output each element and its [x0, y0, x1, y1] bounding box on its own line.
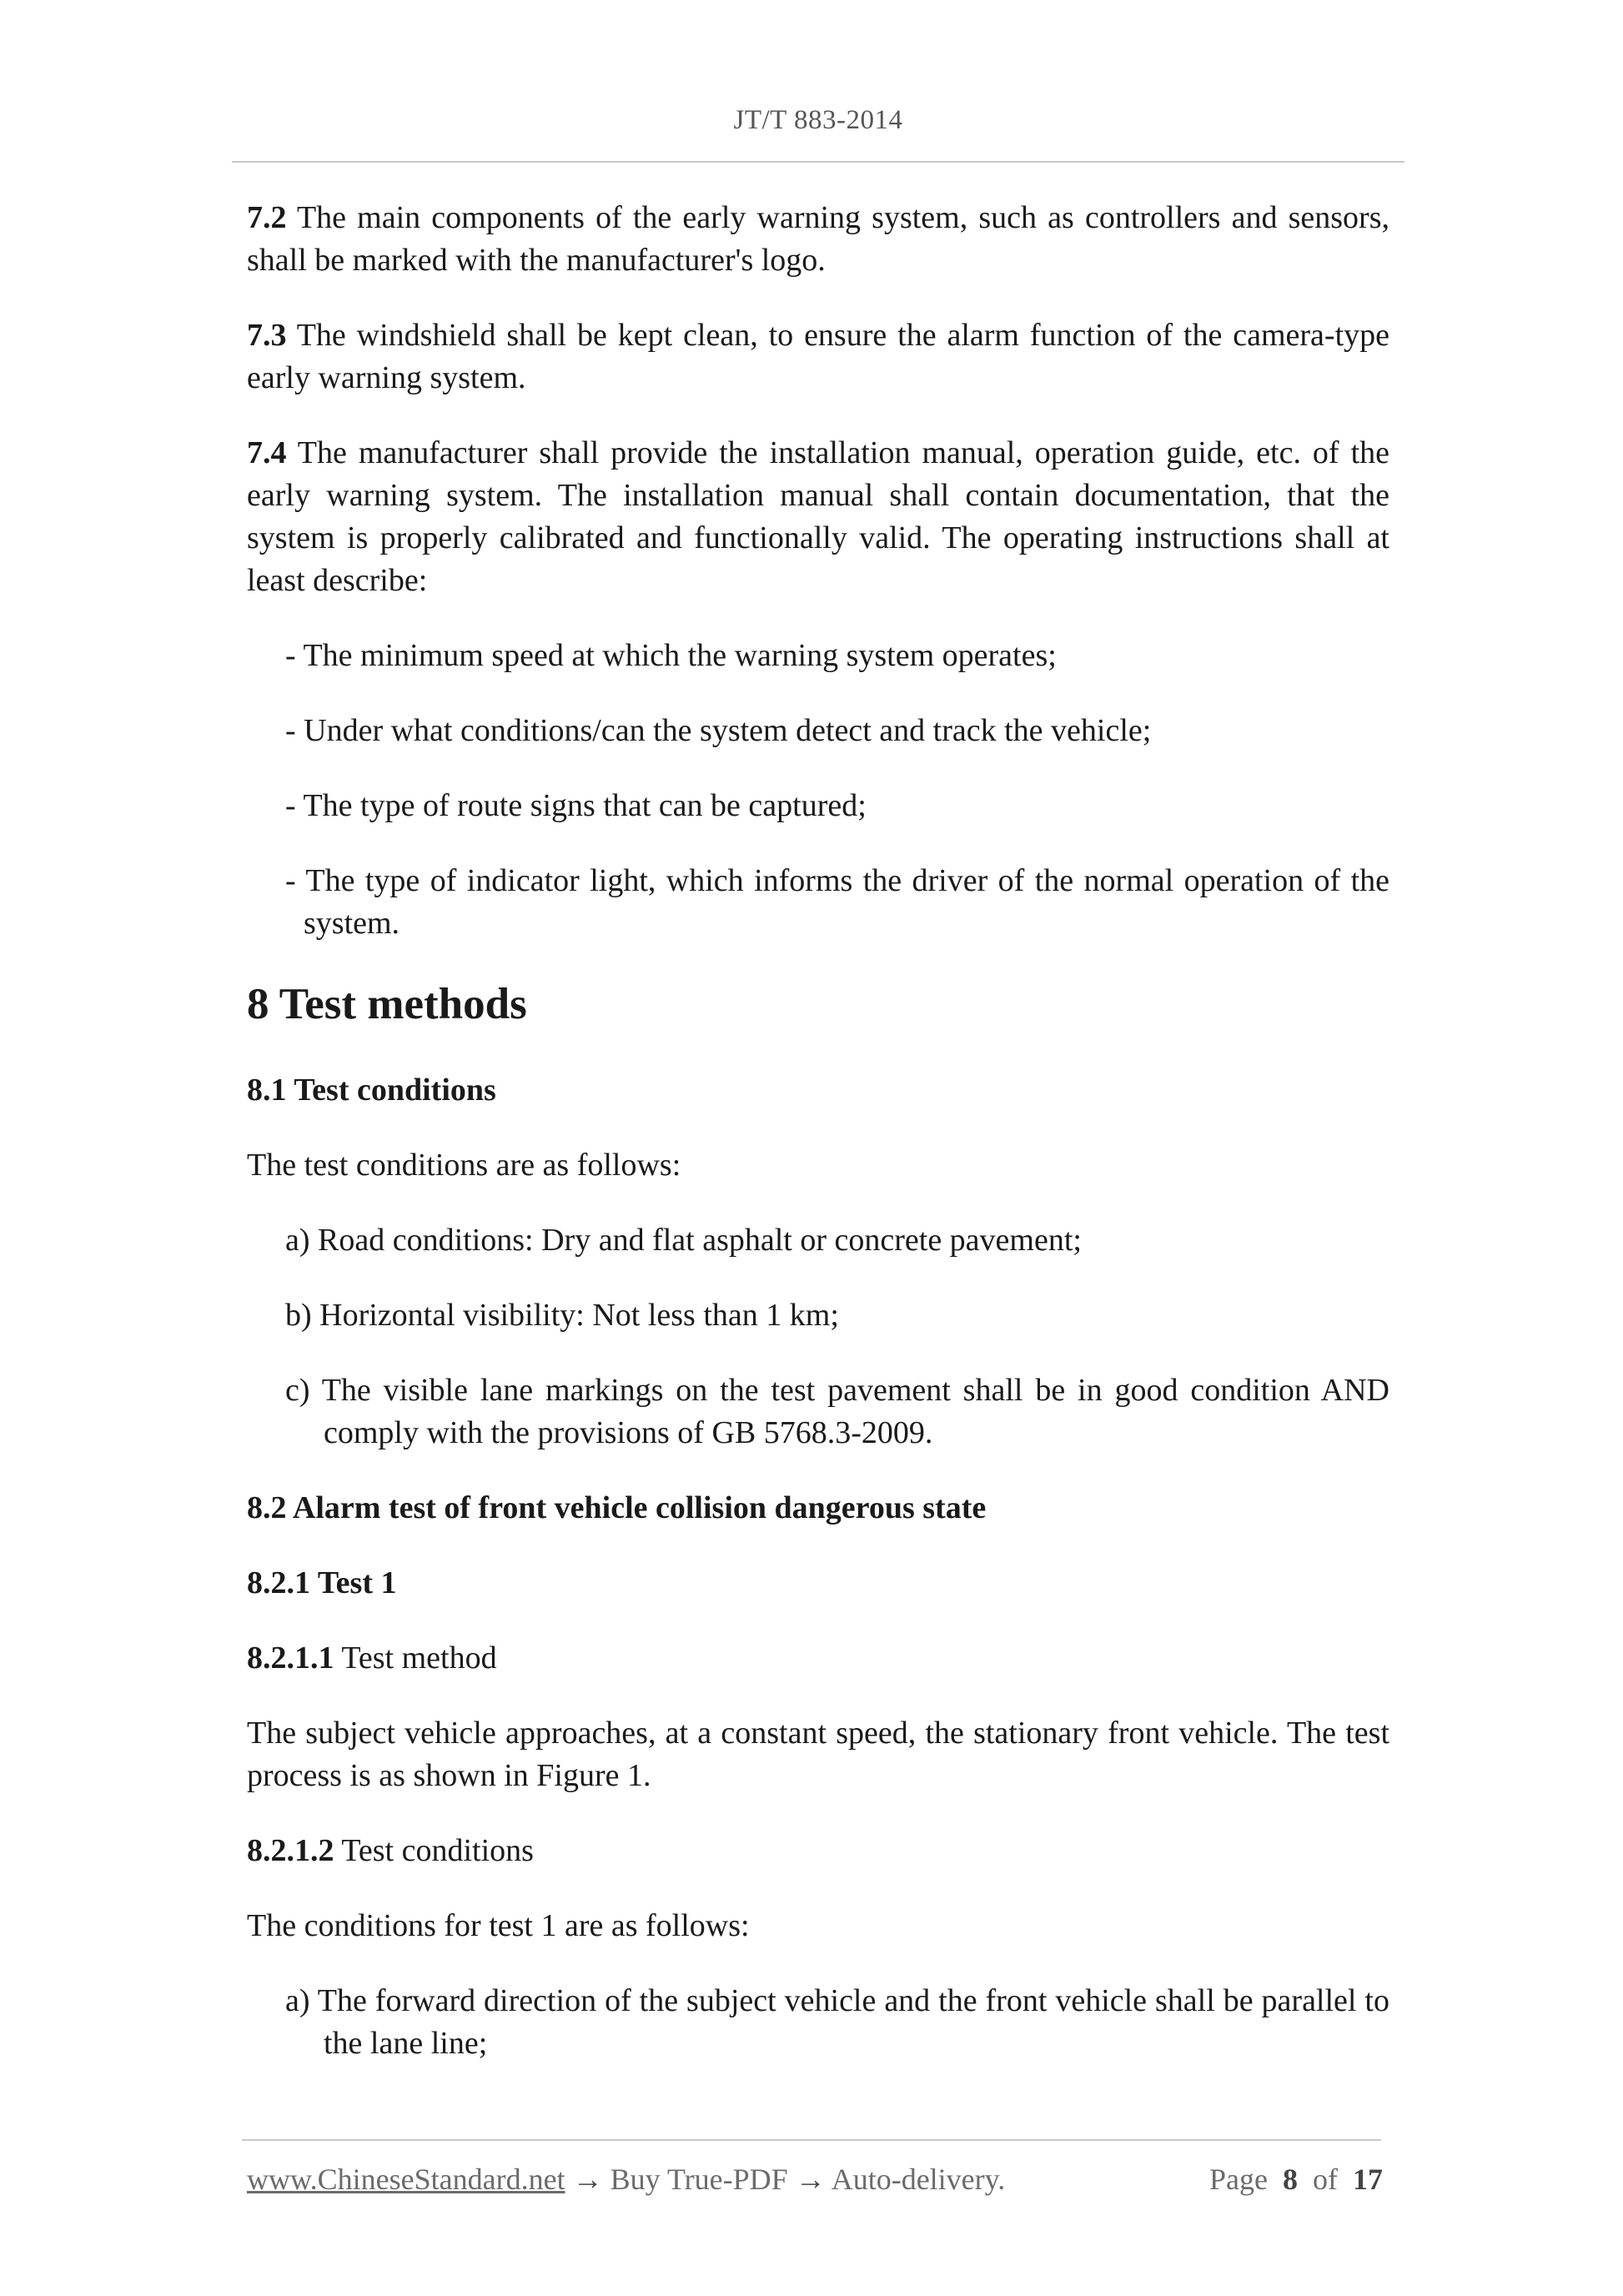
clause-text: The manufacturer shall provide the installation manual, operation guide, etc. of the early warning system. The installation manual shall contain documentation, that the system is properly calibrated and functionally valid. The operating instructions shall at least describe: [247, 435, 1389, 598]
footer-left [247, 2162, 1005, 2197]
clause-7-3 [247, 314, 1389, 399]
clause-number: 7.2 [247, 200, 287, 235]
paragraph: The conditions for test 1 are as follows: [247, 1908, 750, 1943]
arrow-right-icon: → [795, 2163, 826, 2196]
clause-number: 7.3 [247, 318, 287, 353]
buy-text: Buy True-PDF [602, 2163, 796, 2196]
list-item: a) The forward direction of the subject vehicle and the front vehicle shall be parallel to the lane line; [285, 1983, 1389, 2061]
list-item: b) Horizontal visibility: Not less than 1 km; [285, 1298, 839, 1333]
page-total: 17 [1353, 2163, 1383, 2196]
page-label: Page [1209, 2163, 1268, 2196]
list-item: - The type of indicator light, which informs the driver of the normal operation of the system. [285, 863, 1389, 941]
subsection-heading-8-2: 8.2 Alarm test of front vehicle collision dangerous state [247, 1490, 987, 1525]
page-number: 8 [1283, 2163, 1298, 2196]
clause-8-2-1-1 [247, 1637, 1389, 1680]
list-item: c) The visible lane markings on the test pavement shall be in good condition AND comply with the provisions of GB 5768.3-2009. [285, 1373, 1389, 1450]
running-header: JT/T 883-2014 [733, 105, 903, 135]
document-body [247, 197, 1389, 2098]
of-label: of [1313, 2163, 1338, 2196]
clause-text: Test conditions [334, 1833, 534, 1868]
list-item: - The type of route signs that can be captured; [285, 788, 867, 823]
list-item: - The minimum speed at which the warning system operates; [285, 638, 1057, 673]
arrow-right-icon: → [572, 2163, 603, 2196]
clause-number: 7.4 [247, 435, 287, 470]
subsection-heading-8-1: 8.1 Test conditions [247, 1073, 496, 1108]
clause-text: The windshield shall be kept clean, to ensure the alarm function of the camera-type early warning system. [247, 318, 1389, 395]
clause-8-2-1-2 [247, 1830, 1389, 1872]
section-heading-8: 8 Test methods [247, 980, 527, 1028]
page-footer [247, 2162, 1383, 2197]
clause-text: The main components of the early warning system, such as controllers and sensors, shall be marked with the manufacturer's logo. [247, 200, 1389, 278]
paragraph: The subject vehicle approaches, at a constant speed, the stationary front vehicle. The test process is as shown in Figure 1. [247, 1716, 1389, 1793]
paragraph: The test conditions are as follows: [247, 1148, 681, 1183]
clause-7-2 [247, 197, 1389, 282]
clause-text: Test method [334, 1640, 497, 1676]
footer-divider [242, 2139, 1381, 2141]
subsection-heading-8-2-1: 8.2.1 Test 1 [247, 1565, 397, 1600]
list-item: a) Road conditions: Dry and flat asphalt or concrete pavement; [285, 1223, 1082, 1258]
site-link[interactable]: www.ChineseStandard.net [247, 2163, 565, 2196]
clause-number: 8.2.1.2 [247, 1833, 334, 1868]
page-indicator [1209, 2162, 1383, 2197]
delivery-text: Auto-delivery. [825, 2163, 1006, 2196]
list-item: - Under what conditions/can the system detect and track the vehicle; [285, 713, 1152, 748]
clause-7-4 [247, 432, 1389, 602]
header-divider [232, 161, 1404, 163]
clause-number: 8.2.1.1 [247, 1640, 334, 1676]
